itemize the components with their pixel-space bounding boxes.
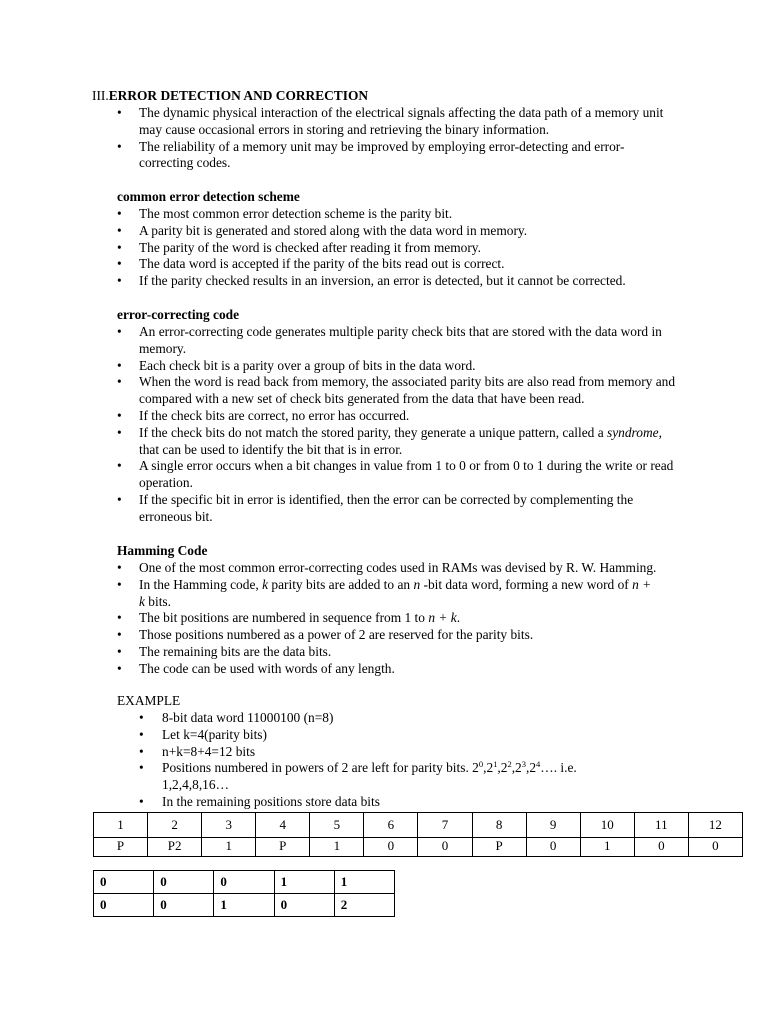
hamming-b3-text: The bit positions are numbered in sequence from 1 to (139, 610, 429, 626)
position-cell: 6 (364, 813, 418, 838)
syndrome-bullet (117, 425, 677, 459)
bits-cell: 1 (334, 871, 394, 894)
bit-cell: 0 (634, 838, 688, 857)
correcting-bullet: • A single error occurs when a bit changes in value from 1 to 0 or from 0 to 1 during the write or read operation. (117, 458, 677, 492)
bit-cell: 0 (364, 838, 418, 857)
powers-text: …. i.e. 1,2,4,8,16… (162, 760, 577, 793)
bits-cell: 0 (94, 871, 154, 894)
position-cell: 5 (310, 813, 364, 838)
hamming-b2-text: -bit data word, forming a new word of (420, 576, 633, 592)
bit-cell: P (94, 838, 148, 857)
bit-cell: P2 (148, 838, 202, 857)
example-item: • In the remaining positions store data bits (139, 794, 659, 811)
title-prefix: III. (92, 88, 109, 103)
detection-heading: common error detection scheme (117, 189, 300, 204)
bits-cell: 1 (214, 894, 274, 917)
hamming-bullet (117, 577, 677, 611)
position-cell: 10 (580, 813, 634, 838)
bit-cell: 1 (580, 838, 634, 857)
exponent: 3 (521, 759, 526, 770)
detection-bullet: • If the parity checked results in an inversion, an error is detected, but it cannot be corrected. (117, 273, 677, 290)
powers-text: Positions numbered in powers of 2 are left for parity bits. 2 (162, 760, 479, 776)
hamming-bullet: • Those positions numbered as a power of 2 are reserved for the parity bits. (117, 627, 677, 644)
hamming-heading: Hamming Code (117, 543, 208, 558)
bit-cell: 1 (202, 838, 256, 857)
bit-cell: 1 (310, 838, 364, 857)
intro-bullet: • The reliability of a memory unit may be improved by employing error-detecting and error-correcting codes. (117, 139, 677, 173)
detection-list (117, 206, 677, 290)
bits-table-row (94, 871, 395, 894)
hamming-b2-text: In the Hamming code, (139, 576, 263, 592)
bits-cell: 0 (94, 894, 154, 917)
hamming-bullet (117, 610, 677, 627)
hamming-b3-text: . (456, 610, 461, 626)
title-text: ERROR DETECTION AND CORRECTION (108, 88, 369, 103)
detection-bullet: • A parity bit is generated and stored along with the data word in memory. (117, 223, 677, 240)
bit-cell: 0 (418, 838, 472, 857)
bits-table (93, 870, 395, 917)
hamming-b2-text: parity bits are added to an (268, 576, 414, 592)
bits-cell: 2 (334, 894, 394, 917)
exponent: 4 (536, 759, 541, 770)
hamming-bullet: • The code can be used with words of any length. (117, 661, 677, 678)
bit-cell: 0 (688, 838, 742, 857)
correcting-bullet: • Each check bit is a parity over a group of bits in the data word. (117, 358, 677, 375)
example-item: • 8-bit data word 11000100 (n=8) (139, 710, 659, 727)
bits-cell: 0 (154, 894, 214, 917)
correcting-bullet: • If the specific bit in error is identified, then the error can be corrected by complementing the erroneous bit. (117, 492, 677, 526)
hamming-b2-text: bits. (144, 593, 171, 609)
syndrome-text-after: , that can be used to identify the bit that is in error. (139, 424, 662, 457)
syndrome-term: syndrome (607, 424, 659, 440)
correcting-bullet: • If the check bits are correct, no error has occurred. (117, 408, 677, 425)
position-cell: 1 (94, 813, 148, 838)
bit-cell: 0 (526, 838, 580, 857)
powers-text: ,2 (526, 760, 537, 776)
intro-list (117, 105, 677, 172)
detection-bullet: • The parity of the word is checked after reading it from memory. (117, 240, 677, 257)
var-n: n (413, 576, 421, 592)
hamming-list (117, 560, 677, 678)
position-cell: 8 (472, 813, 526, 838)
exponent: 1 (493, 759, 498, 770)
bit-cell: P (472, 838, 526, 857)
correcting-bullet: • When the word is read back from memory, the associated parity bits are also read from memory and compared with a new set of check bits generated from the data that have been read. (117, 374, 677, 408)
position-cell: 9 (526, 813, 580, 838)
example-item: • n+k=8+4=12 bits (139, 744, 659, 761)
syndrome-text-before: If the check bits do not match the stored parity, they generate a unique pattern, called a (139, 424, 607, 440)
hamming-bullet: • One of the most common error-correcting codes used in RAMs was devised by R. W. Hamming. (117, 560, 677, 577)
bits-table-row (94, 894, 395, 917)
correcting-bullet: • An error-correcting code generates multiple parity check bits that are stored with the data word in memory. (117, 324, 677, 358)
bits-cell: 0 (154, 871, 214, 894)
bits-cell: 0 (274, 894, 334, 917)
example-list (139, 710, 659, 811)
var-n-plus-k: n + k (428, 610, 457, 626)
example-powers-item (139, 760, 659, 794)
exponent: 2 (507, 759, 512, 770)
position-cell: 2 (148, 813, 202, 838)
bits-cell: 1 (274, 871, 334, 894)
position-cell: 7 (418, 813, 472, 838)
example-item: • Let k=4(parity bits) (139, 727, 659, 744)
correcting-heading: error-correcting code (117, 307, 240, 322)
detection-bullet: • The data word is accepted if the parity of the bits read out is correct. (117, 256, 677, 273)
position-cell: 4 (256, 813, 310, 838)
hamming-bullet: • The remaining bits are the data bits. (117, 644, 677, 661)
positions-table (93, 812, 743, 857)
correcting-list (117, 324, 677, 526)
example-heading: EXAMPLE (117, 693, 181, 708)
intro-bullet: • The dynamic physical interaction of the electrical signals affecting the data path of a memory unit may cause occasional errors in storing and retrieving the binary information. (117, 105, 677, 139)
detection-bullet: • The most common error detection scheme is the parity bit. (117, 206, 677, 223)
bit-cell: P (256, 838, 310, 857)
position-cell: 12 (688, 813, 742, 838)
var-n-plus-k: n + k (139, 576, 652, 609)
bits-cell: 0 (214, 871, 274, 894)
powers-text: ,2 (497, 760, 508, 776)
powers-text: ,2 (483, 760, 494, 776)
powers-text: ,2 (511, 760, 522, 776)
position-cell: 3 (202, 813, 256, 838)
var-k: k (262, 576, 269, 592)
position-cell: 11 (634, 813, 688, 838)
bit-values-row (94, 838, 743, 857)
exponent: 0 (478, 759, 484, 770)
positions-row (94, 813, 743, 838)
document-title (92, 88, 368, 105)
